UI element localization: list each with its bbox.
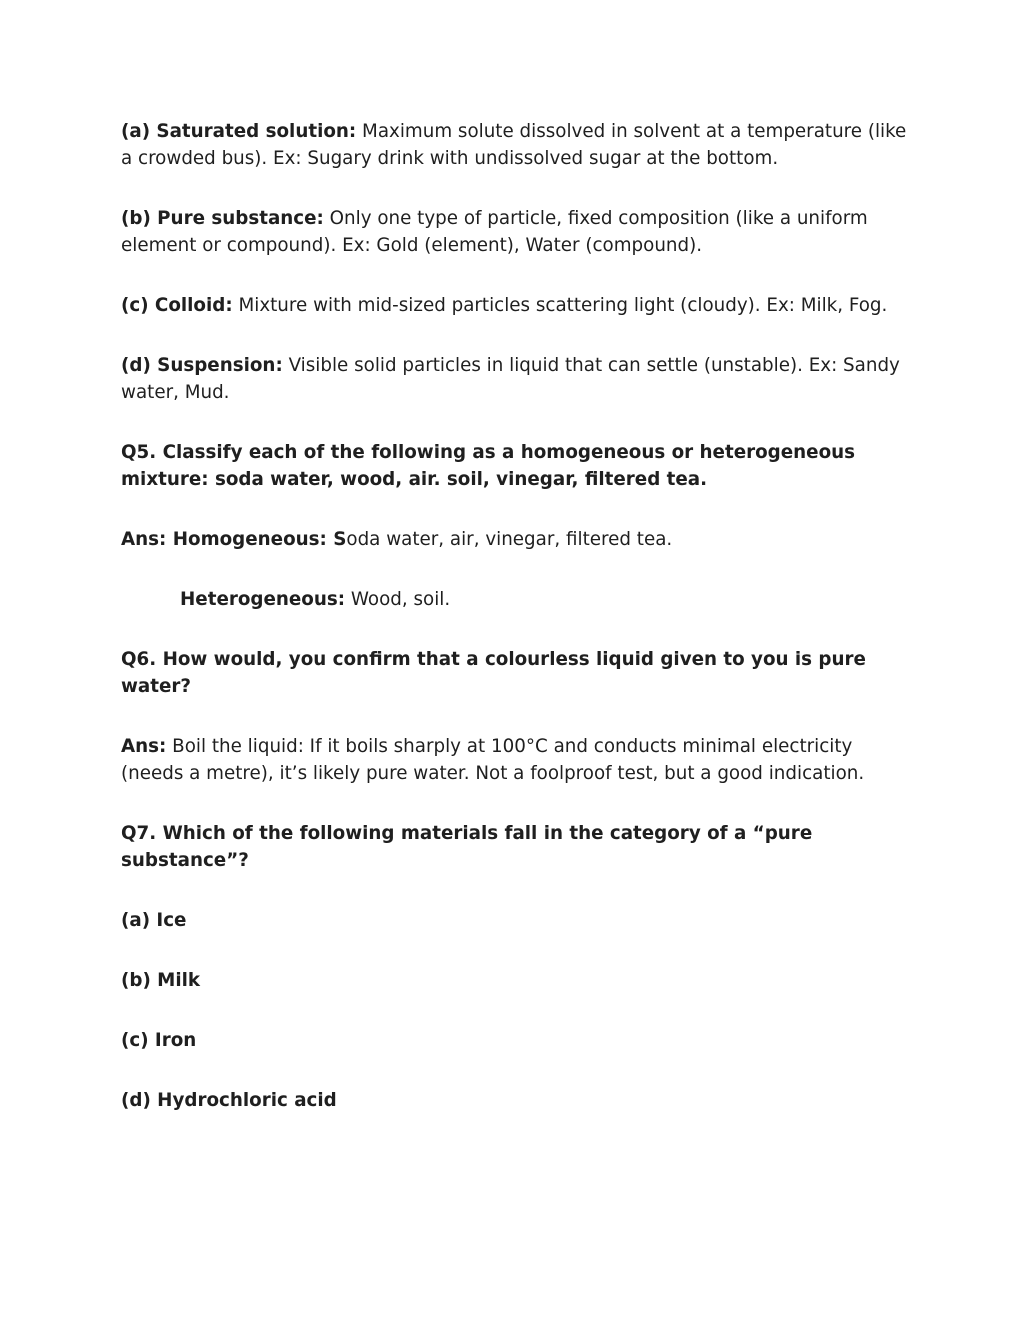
option-text: (d) Hydrochloric acid (121, 1090, 337, 1111)
q7-option-a (121, 907, 916, 934)
q6-answer (121, 733, 916, 787)
option-text: (c) Iron (121, 1030, 197, 1051)
definition-colloid (121, 292, 916, 319)
option-text: (b) Milk (121, 970, 201, 991)
q6-question (121, 646, 916, 700)
q7-option-d (121, 1087, 916, 1114)
answer-text: Boil the liquid: If it boils sharply at 100°C and conducts minimal electricity (needs a metre), it’s likely pure water. Not a foolproof test, but a good indication. (121, 736, 865, 784)
answer-text: oda water, air, vinegar, filtered tea. (346, 529, 673, 550)
question-text: Q6. How would, you confirm that a colourless liquid given to you is pure water? (121, 649, 866, 697)
question-text: Q5. Classify each of the following as a homogeneous or heterogeneous mixture: soda water, wood, air. soil, vinegar, filtered tea. (121, 442, 856, 490)
definition-pure-substance (121, 205, 916, 259)
term-text: Visible solid particles in liquid that can settle (unstable). Ex: Sandy water, Mud. (121, 355, 900, 403)
q7-option-b (121, 967, 916, 994)
answer-label: Heterogeneous: (180, 589, 346, 610)
term-text: Maximum solute dissolved in solvent at a temperature (like a crowded bus). Ex: Sugary drink with undissolved sugar at the bottom. (121, 121, 907, 169)
option-text: (a) Ice (121, 910, 187, 931)
q5-answer-heterogeneous (121, 586, 916, 613)
answer-label: Ans: Homogeneous: S (121, 529, 347, 550)
q7-question (121, 820, 916, 874)
term-text: Mixture with mid-sized particles scattering light (cloudy). Ex: Milk, Fog. (232, 295, 888, 316)
term-label: (d) Suspension: (121, 355, 283, 376)
term-label: (b) Pure substance: (121, 208, 324, 229)
definition-suspension (121, 352, 916, 406)
answer-text: Wood, soil. (345, 589, 451, 610)
answer-label: Ans: (121, 736, 167, 757)
definition-saturated-solution (121, 118, 916, 172)
term-label: (c) Colloid: (121, 295, 233, 316)
question-text: Q7. Which of the following materials fall in the category of a “pure substance”? (121, 823, 813, 871)
term-label: (a) Saturated solution: (121, 121, 357, 142)
q5-answer-homogeneous (121, 526, 916, 553)
q7-option-c (121, 1027, 916, 1054)
term-text: Only one type of particle, fixed composition (like a uniform element or compound). Ex: Gold (element), Water (compound). (121, 208, 868, 256)
q5-question (121, 439, 916, 493)
document-page (121, 118, 916, 1147)
